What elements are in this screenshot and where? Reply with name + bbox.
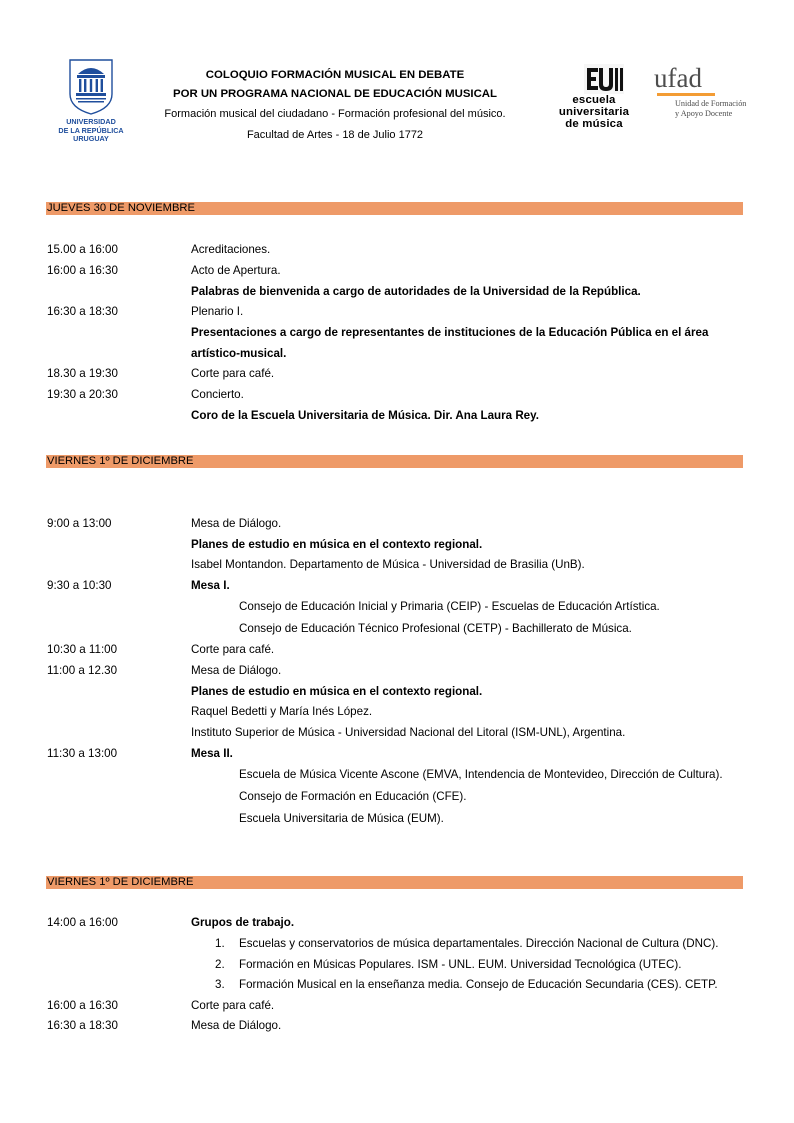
activity: Mesa II.	[191, 747, 233, 760]
activity-detail: Raquel Bedetti y María Inés López.	[191, 705, 373, 718]
section-header-viernes-tarde: VIERNES 1º DE DICIEMBRE	[46, 876, 743, 889]
activity: Corte para café.	[191, 643, 275, 656]
schedule-row	[47, 344, 747, 364]
ufad-underline	[657, 93, 715, 96]
schedule-row	[47, 640, 747, 660]
schedule-row	[47, 302, 747, 322]
time-slot: 15.00 a 16:00	[47, 243, 118, 256]
activity: Acto de Apertura.	[191, 264, 281, 277]
time-slot: 14:00 a 16:00	[47, 916, 118, 929]
udelar-building-icon	[68, 58, 114, 116]
schedule-row	[47, 744, 747, 764]
item-number: 2.	[215, 958, 225, 971]
udelar-line: UNIVERSIDAD	[66, 117, 116, 126]
schedule-row	[47, 597, 747, 617]
schedule-row	[47, 682, 747, 702]
activity: Corte para café.	[191, 367, 275, 380]
time-slot: 11:00 a 12.30	[47, 664, 118, 677]
time-slot: 11:30 a 13:00	[47, 747, 118, 760]
schedule-row	[47, 364, 747, 384]
numbered-item	[47, 955, 747, 975]
activity: Mesa I.	[191, 579, 230, 592]
activity: Plenario I.	[191, 305, 244, 318]
document-title-line-1: COLOQUIO FORMACIÓN MUSICAL EN DEBATE	[205, 69, 465, 81]
schedule-row	[47, 385, 747, 405]
udelar-line: URUGUAY	[73, 134, 109, 143]
time-slot: 16:00 a 16:30	[47, 264, 118, 277]
schedule-row	[47, 261, 747, 281]
ufad-logo	[654, 64, 764, 144]
schedule-row	[47, 787, 747, 807]
activity: Corte para café.	[191, 999, 275, 1012]
schedule-row	[47, 702, 747, 722]
document-subtitle: Formación musical del ciudadano - Formación profesional del músico.	[164, 108, 506, 120]
schedule-row	[47, 514, 747, 534]
eum-line: universitaria	[558, 106, 630, 118]
time-slot: 19:30 a 20:30	[47, 388, 118, 401]
activity-detail: Consejo de Formación en Educación (CFE).	[239, 790, 467, 803]
schedule-row	[47, 661, 747, 681]
schedule-row	[47, 282, 747, 302]
section-header-viernes-manana: VIERNES 1º DE DICIEMBRE	[46, 455, 743, 468]
schedule-row	[47, 1016, 747, 1036]
activity-detail: Escuelas y conservatorios de música departamentales. Dirección Nacional de Cultura (DNC).	[239, 937, 719, 950]
activity: Concierto.	[191, 388, 244, 401]
schedule-row	[47, 555, 747, 575]
item-number: 1.	[215, 937, 225, 950]
section-header-jueves: JUEVES 30 DE NOVIEMBRE	[46, 202, 743, 215]
schedule-row	[47, 765, 747, 785]
item-number: 3.	[215, 978, 225, 991]
schedule-row	[47, 809, 747, 829]
eum-line: escuela	[572, 94, 616, 106]
activity-detail: Escuela de Música Vicente Ascone (EMVA, Intendencia de Montevideo, Dirección de Cultura).	[239, 768, 723, 781]
schedule-row	[47, 323, 747, 343]
activity-detail: Formación en Músicas Populares. ISM - UNL. EUM. Universidad Tecnológica (UTEC).	[239, 958, 682, 971]
activity-detail: Consejo de Educación Inicial y Primaria (CEIP) - Escuelas de Educación Artística.	[239, 600, 660, 613]
activity-detail: Instituto Superior de Música - Universidad Nacional del Litoral (ISM-UNL), Argentina.	[191, 726, 626, 739]
activity-detail: Consejo de Educación Técnico Profesional (CETP) - Bachillerato de Música.	[239, 622, 632, 635]
activity: Grupos de trabajo.	[191, 916, 295, 929]
activity: Mesa de Diálogo.	[191, 664, 282, 677]
numbered-item	[47, 934, 747, 954]
activity: Acreditaciones.	[191, 243, 271, 256]
ufad-subtitle	[654, 99, 764, 119]
activity-detail: Planes de estudio en música en el contexto regional.	[191, 685, 483, 698]
time-slot: 9:00 a 13:00	[47, 517, 112, 530]
eum-mark-icon	[584, 64, 624, 94]
schedule-row	[47, 619, 747, 639]
schedule-row	[47, 576, 747, 596]
document-header	[130, 66, 540, 146]
eum-logo	[550, 60, 638, 146]
activity-detail: Escuela Universitaria de Música (EUM).	[239, 812, 444, 825]
schedule-row	[47, 240, 747, 260]
udelar-logo	[58, 58, 124, 148]
schedule-row	[47, 996, 747, 1016]
activity: Mesa de Diálogo.	[191, 1019, 282, 1032]
schedule-row	[47, 406, 747, 426]
ufad-subtitle-line: y Apoyo Docente	[675, 109, 733, 118]
activity-detail: Planes de estudio en música en el contexto regional.	[191, 538, 483, 551]
activity-detail: Isabel Montandon. Departamento de Música - Universidad de Brasilia (UnB).	[191, 558, 585, 571]
document-title-line-2: POR UN PROGRAMA NACIONAL DE EDUCACIÓN MUSICAL	[172, 88, 497, 100]
schedule-row	[47, 913, 747, 933]
eum-line: de música	[565, 118, 623, 130]
schedule-row	[47, 723, 747, 743]
time-slot: 10:30 a 11:00	[47, 643, 118, 656]
ufad-wordmark: ufad	[654, 63, 702, 93]
time-slot: 18.30 a 19:30	[47, 367, 118, 380]
udelar-line: DE LA REPÚBLICA	[58, 125, 124, 135]
time-slot: 16:30 a 18:30	[47, 1019, 118, 1032]
activity-detail: Coro de la Escuela Universitaria de Música. Dir. Ana Laura Rey.	[191, 409, 539, 422]
document-venue: Facultad de Artes - 18 de Julio 1772	[246, 129, 424, 141]
ufad-subtitle-line: Unidad de Formación	[675, 99, 747, 108]
activity-detail: artístico-musical.	[191, 347, 287, 360]
schedule-row	[47, 535, 747, 555]
time-slot: 16:30 a 18:30	[47, 305, 118, 318]
activity-detail: Presentaciones a cargo de representantes de instituciones de la Educación Pública en el área	[191, 326, 709, 339]
activity: Mesa de Diálogo.	[191, 517, 282, 530]
activity-detail: Formación Musical en la enseñanza media. Consejo de Educación Secundaria (CES). CETP.	[239, 978, 718, 991]
numbered-item	[47, 975, 747, 995]
time-slot: 9:30 a 10:30	[47, 579, 112, 592]
time-slot: 16:00 a 16:30	[47, 999, 118, 1012]
activity-detail: Palabras de bienvenida a cargo de autoridades de la Universidad de la República.	[191, 285, 641, 298]
